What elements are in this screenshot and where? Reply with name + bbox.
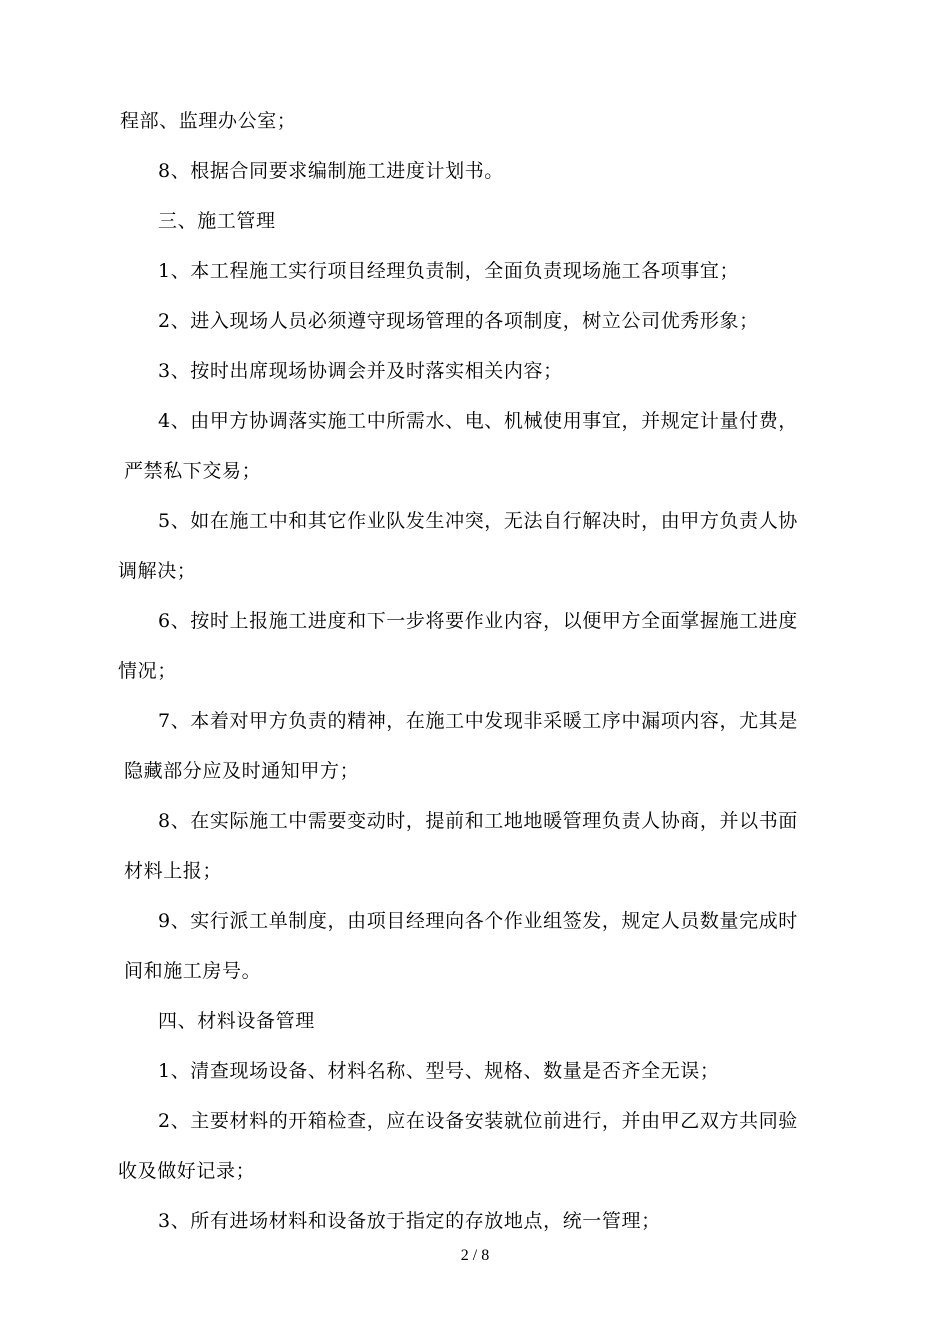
text-line: 2、主要材料的开箱检查，应在设备安装就位前进行，并由甲乙双方共同验: [158, 1110, 798, 1132]
text-line: 8、在实际施工中需要变动时，提前和工地地暖管理负责人协商，并以书面: [158, 810, 798, 832]
page-number: 2 / 8: [460, 1247, 490, 1264]
text-line: 8、根据合同要求编制施工进度计划书。: [158, 160, 504, 182]
text-line: 6、按时上报施工进度和下一步将要作业内容，以便甲方全面掌握施工进度: [158, 610, 798, 632]
section-heading: 四、材料设备管理: [158, 1010, 315, 1032]
text-line: 隐藏部分应及时通知甲方；: [124, 760, 360, 782]
text-line: 9、实行派工单制度，由项目经理向各个作业组签发，规定人员数量完成时: [158, 910, 798, 932]
text-line: 3、按时出席现场协调会并及时落实相关内容；: [158, 360, 563, 382]
text-line: 材料上报；: [124, 860, 223, 882]
text-line: 3、所有进场材料和设备放于指定的存放地点，统一管理；: [158, 1210, 661, 1232]
text-line: 收及做好记录；: [118, 1160, 256, 1182]
text-line: 严禁私下交易；: [124, 460, 262, 482]
text-line: 4、由甲方协调落实施工中所需水、电、机械使用事宜，并规定计量付费，: [158, 410, 798, 432]
text-line: 程部、监理办公室；: [120, 110, 297, 132]
text-line: 7、本着对甲方负责的精神，在施工中发现非采暖工序中漏项内容，尤其是: [158, 710, 798, 732]
text-line: 情况；: [118, 660, 177, 682]
text-line: 间和施工房号。: [124, 960, 262, 982]
text-line: 调解决；: [118, 560, 197, 582]
text-line: 5、如在施工中和其它作业队发生冲突，无法自行解决时，由甲方负责人协: [158, 510, 798, 532]
text-line: 1、清查现场设备、材料名称、型号、规格、数量是否齐全无误；: [158, 1060, 720, 1082]
text-line: 2、进入现场人员必须遵守现场管理的各项制度，树立公司优秀形象；: [158, 310, 759, 332]
text-line: 1、本工程施工实行项目经理负责制，全面负责现场施工各项事宜；: [158, 260, 740, 282]
section-heading: 三、施工管理: [158, 210, 276, 232]
